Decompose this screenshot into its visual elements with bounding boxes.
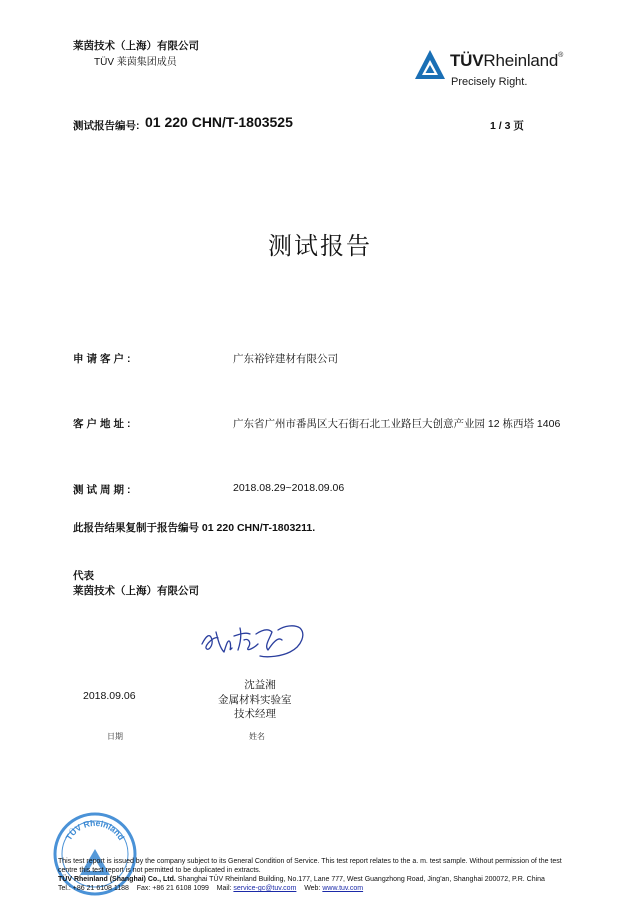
representative-line-1: 代表: [73, 570, 94, 582]
footer-mail-link[interactable]: service-gc@tuv.com: [233, 885, 297, 892]
handwritten-signature: [198, 618, 314, 662]
page-count: 1 / 3 页: [490, 120, 524, 132]
footer-disclaimer-line-2: centre this test report is not permitted to be duplicated in extracts.: [58, 867, 261, 874]
company-group-member: TÜV 莱茵集团成员: [94, 57, 177, 68]
test-period-value: 2018.08.29~2018.09.06: [233, 482, 345, 494]
footer-mail-label: Mail:: [216, 885, 232, 892]
address-label: 客户地址:: [73, 418, 134, 430]
footer-disclaimer-line-1: This test report is issued by the company subject to its General Condition of Service. This test report relates to the a. m. test sample. Without permission of the test: [58, 858, 562, 865]
tuv-rheinland-logo: [414, 45, 584, 97]
applicant-label: 申请客户:: [73, 353, 134, 365]
test-period-label: 测试周期:: [73, 484, 134, 496]
svg-text:TÜV Rheinland: TÜV Rheinland: [63, 817, 127, 842]
footer-fax: Fax: +86 21 6108 1099: [136, 885, 209, 892]
footer-company-name: TÜV Rheinland (Shanghai) Co., Ltd.: [58, 876, 176, 883]
triangle-logo-icon: [414, 49, 446, 81]
footer-web-label: Web:: [304, 885, 321, 892]
applicant-value: 广东裕锌建材有限公司: [233, 353, 338, 365]
footer-web-link[interactable]: www.tuv.com: [322, 885, 364, 892]
document-title: 测试报告: [268, 232, 372, 260]
signature-date: 2018.09.06: [83, 690, 136, 702]
report-number-label: 测试报告编号:: [73, 120, 140, 132]
registered-mark: ®: [558, 52, 564, 59]
footer-tel: Tel.: +86 21 6108 1188: [58, 885, 129, 892]
report-number: 01 220 CHN/T-1803525: [145, 114, 293, 130]
address-value: 广东省广州市番禺区大石街石北工业路巨大创意产业园 12 栋西塔 1406: [233, 418, 561, 430]
copy-note: 此报告结果复制于报告编号 01 220 CHN/T-1803211.: [73, 522, 316, 534]
name-caption: 姓名: [249, 732, 265, 741]
company-name: 莱茵技术（上海）有限公司: [73, 40, 199, 52]
logo-tagline: Precisely Right.: [451, 76, 528, 88]
logo-brand-bold: TÜV: [450, 51, 484, 70]
footer-address: Shanghai TÜV Rheinland Building, No.177, Lane 777, West Guangzhong Road, Jing'an, Shanghai 200072, P.R. China: [175, 876, 545, 883]
date-caption: 日期: [107, 732, 123, 741]
footer-company-address: [58, 875, 545, 884]
signer-title: 技术经理: [234, 708, 276, 720]
signer-lab: 金属材料实验室: [218, 694, 292, 706]
representative-line-2: 莱茵技术（上海）有限公司: [73, 585, 199, 597]
logo-wordmark: [450, 51, 563, 71]
logo-brand-rest: Rheinland: [483, 51, 559, 70]
signer-name: 沈益湘: [244, 679, 276, 691]
footer-contacts: [58, 884, 363, 893]
